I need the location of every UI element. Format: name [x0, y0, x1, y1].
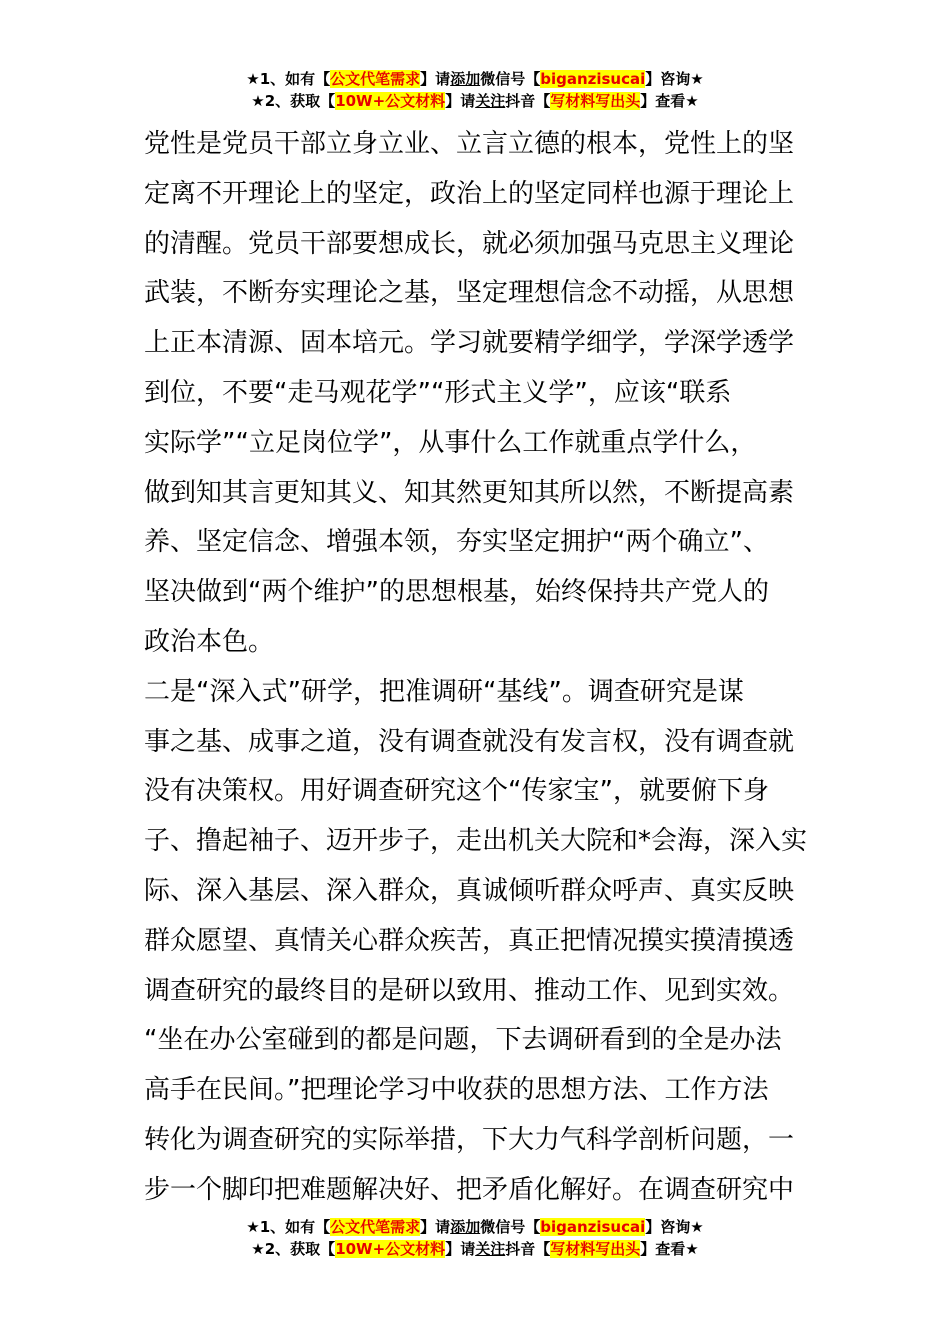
text-line: 二是“深入式”研学，把准调研“基线”。调查研究是谋	[144, 676, 744, 707]
document-body	[144, 120, 808, 1216]
banner-line-2	[0, 1238, 950, 1260]
banner-text: 】请	[445, 1240, 476, 1258]
banner-text: ★2、获取【	[251, 1240, 336, 1258]
highlight-materials: 10W+公文材料	[335, 1240, 446, 1258]
banner-text: 微信号【	[480, 1218, 541, 1236]
text-line: 坚决做到“两个维护”的思想根基，始终保持共产党人的	[144, 577, 769, 608]
text-line: 步一个脚印把难题解决好、把矛盾化解好。在调查研究中	[144, 1174, 795, 1205]
banner-text: ★1、如有【	[246, 70, 331, 88]
banner-text: ★2、获取【	[251, 92, 336, 110]
text-line: 养、坚定信念、增强本领，夯实坚定拥护“两个确立”、	[144, 527, 769, 558]
banner-text: 】请	[420, 70, 451, 88]
highlight-materials: 10W+公文材料	[335, 92, 446, 110]
text-line: 党性是党员干部立身立业、立言立德的根本，党性上的坚	[144, 129, 795, 159]
banner-text: 】请	[445, 92, 476, 110]
banner-text: ★1、如有【	[246, 1218, 331, 1236]
highlight-wechat-id: biganzisucai	[540, 70, 646, 88]
underlined-follow: 关注	[475, 1240, 506, 1258]
text-line: 武装，不断夯实理论之基，坚定理想信念不动摇，从思想	[144, 278, 795, 309]
text-line: 做到知其言更知其义、知其然更知其所以然，不断提高素	[144, 477, 795, 508]
text-line: “坐在办公室碰到的都是问题，下去调研看到的全是办法	[144, 1025, 782, 1056]
text-line: 调查研究的最终目的是研以致用、推动工作、见到实效。	[144, 975, 795, 1006]
banner-line-1	[0, 68, 950, 90]
text-line: 没有决策权。用好调查研究这个“传家宝”，就要俯下身	[144, 776, 769, 807]
text-line: 群众愿望、真情关心群众疾苦，真正把情况摸实摸清摸透	[144, 925, 795, 956]
text-line: 的清醒。党员干部要想成长，就必须加强马克思主义理论	[144, 228, 795, 259]
text-line: 到位，不要“走马观花学”“形式主义学”，应该“联系	[144, 377, 732, 408]
underlined-follow: 关注	[475, 92, 506, 110]
text-line: 子、撸起袖子、迈开步子，走出机关大院和*会海，深入实	[144, 826, 808, 857]
text-line: 转化为调查研究的实际举措，下大力气科学剖析问题，一	[144, 1124, 795, 1155]
highlight-wechat-id: biganzisucai	[540, 1218, 646, 1236]
banner-text: 】查看★	[640, 1240, 699, 1258]
underlined-add: 添加	[450, 1218, 481, 1236]
banner-text: 微信号【	[480, 70, 541, 88]
text-line: 上正本清源、固本培元。学习就要精学细学，学深学透学	[144, 328, 795, 359]
text-line: 政治本色。	[144, 626, 275, 657]
underlined-add: 添加	[450, 70, 481, 88]
banner-line-1	[0, 1216, 950, 1238]
banner-line-2	[0, 90, 950, 112]
highlight-service: 公文代笔需求	[330, 1218, 421, 1236]
text-line: 高手在民间。”把理论学习中收获的思想方法、工作方法	[144, 1075, 769, 1106]
highlight-service: 公文代笔需求	[330, 70, 421, 88]
highlight-douyin-account: 写材料写出头	[550, 92, 641, 110]
text-line: 事之基、成事之道，没有调查就没有发言权，没有调查就	[144, 726, 795, 757]
banner-text: 】咨询★	[645, 1218, 704, 1236]
header-banner	[0, 68, 950, 112]
banner-text: 】请	[420, 1218, 451, 1236]
highlight-douyin-account: 写材料写出头	[550, 1240, 641, 1258]
banner-text: 抖音【	[505, 92, 551, 110]
banner-text: 抖音【	[505, 1240, 551, 1258]
banner-text: 】查看★	[640, 92, 699, 110]
text-line: 实际学”“立足岗位学”，从事什么工作就重点学什么，	[144, 427, 757, 458]
banner-text: 】咨询★	[645, 70, 704, 88]
text-line: 际、深入基层、深入群众，真诚倾听群众呼声、真实反映	[144, 875, 795, 906]
text-line: 定离不开理论上的坚定，政治上的坚定同样也源于理论上	[144, 178, 795, 209]
footer-banner	[0, 1216, 950, 1260]
